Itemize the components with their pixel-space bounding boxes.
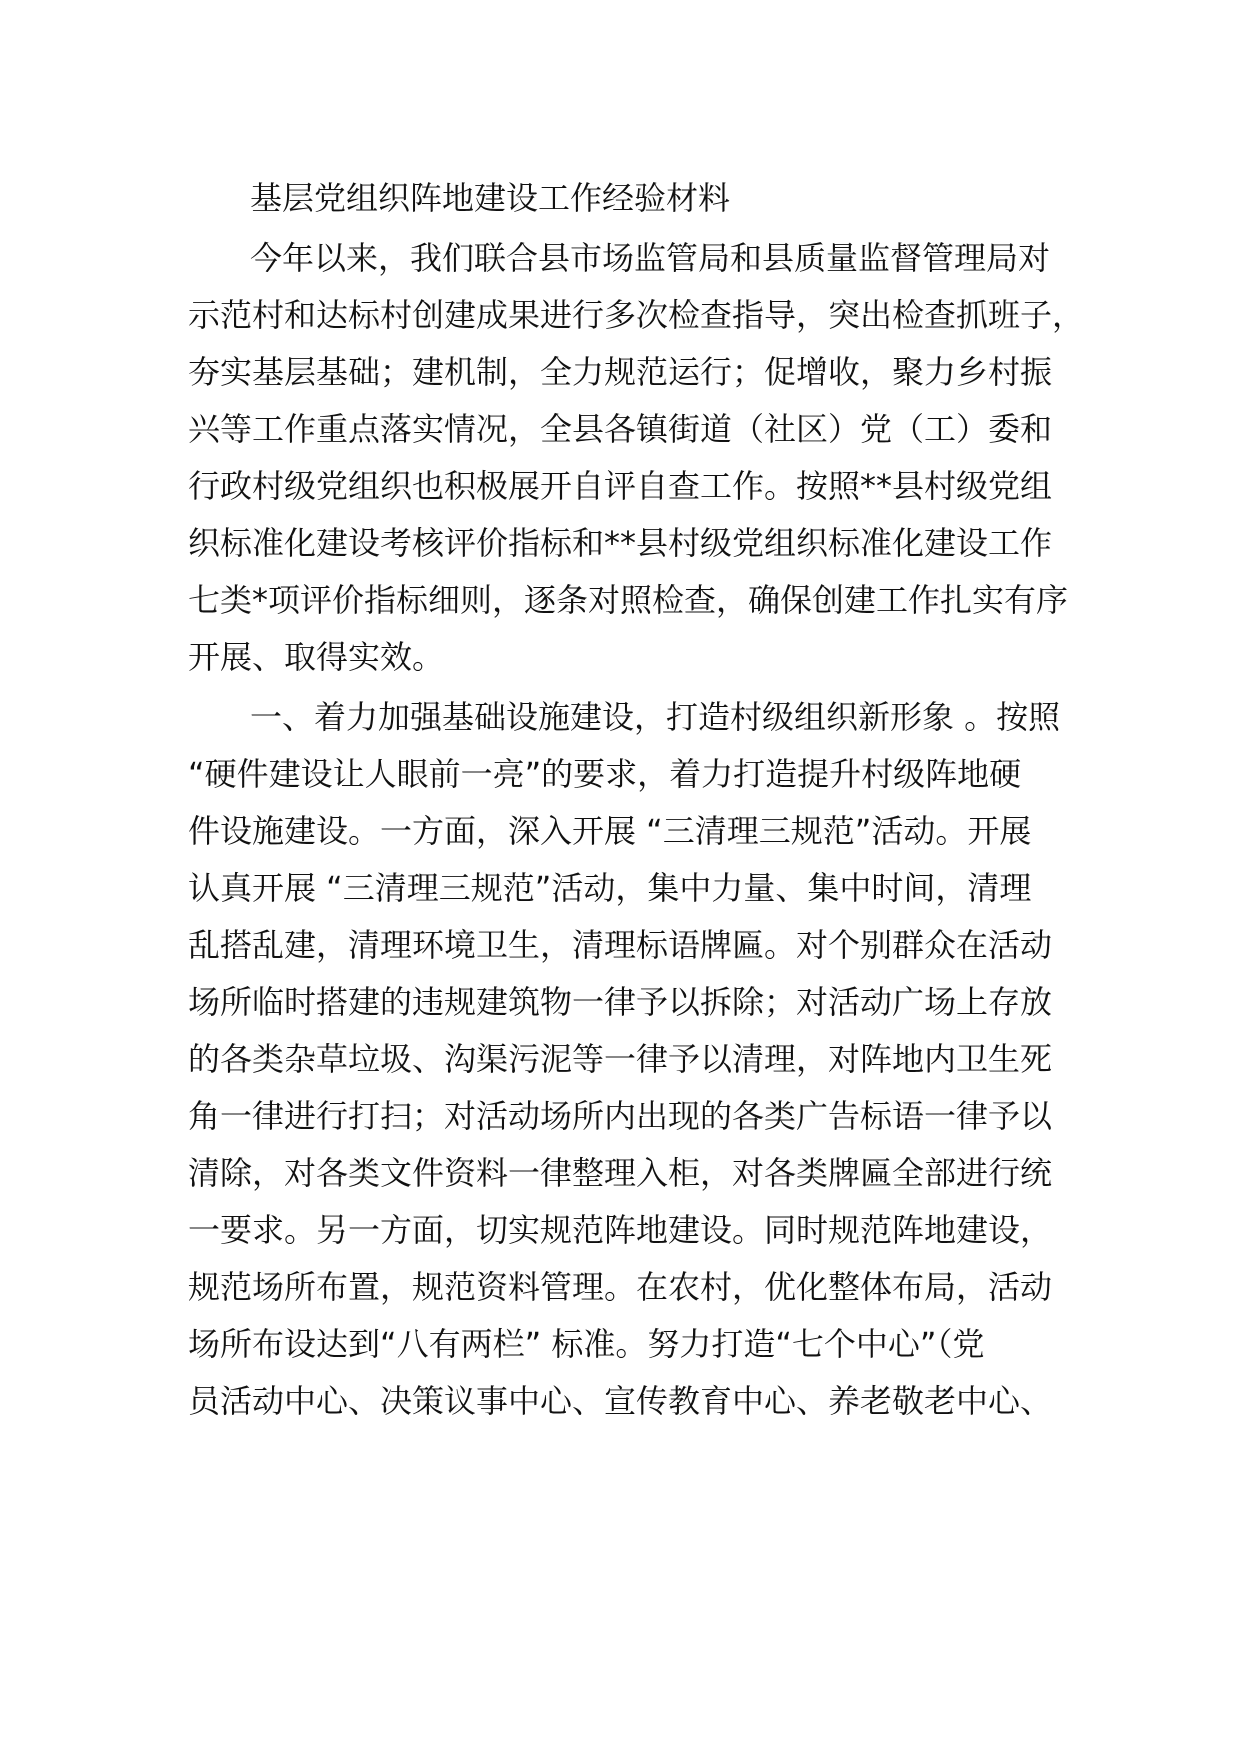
paragraph-1-line-7: 七类*项评价指标细则，逐条对照检查，确保创建工作扎实有序 bbox=[188, 581, 1069, 619]
paragraph-2-line-12: 场所布设达到“八有两栏” 标准。努力打造“七个中心”（党 bbox=[188, 1325, 985, 1363]
paragraph-1-line-3: 夯实基层基础；建机制，全力规范运行；促增收，聚力乡村振 bbox=[188, 353, 1053, 391]
paragraph-1-line-4: 兴等工作重点落实情况，全县各镇街道（社区）党（工）委和 bbox=[188, 410, 1053, 448]
paragraph-2-line-13: 员活动中心、决策议事中心、宣传教育中心、养老敬老中心、 bbox=[188, 1382, 1053, 1420]
paragraph-2-line-5: 乱搭乱建，清理环境卫生，清理标语牌匾。对个别群众在活动 bbox=[188, 926, 1053, 964]
paragraph-1-line-8: 开展、取得实效。 bbox=[188, 638, 445, 676]
paragraph-2-line-3: 件设施建设。一方面，深入开展 “三清理三规范”活动。开展 bbox=[188, 812, 1032, 850]
paragraph-1-line-6: 织标准化建设考核评价指标和**县村级党组织标准化建设工作 bbox=[188, 524, 1053, 562]
paragraph-2-line-8: 角一律进行打扫；对活动场所内出现的各类广告标语一律予以 bbox=[188, 1097, 1053, 1135]
paragraph-1-line-1: 今年以来，我们联合县市场监管局和县质量监督管理局对 bbox=[250, 239, 1051, 277]
paragraph-2-line-2: “硬件建设让人眼前一亮”的要求，着力打造提升村级阵地硬 bbox=[188, 755, 1022, 793]
paragraph-2-line-4: 认真开展 “三清理三规范”活动，集中力量、集中时间，清理 bbox=[188, 869, 1032, 907]
paragraph-2-line-6: 场所临时搭建的违规建筑物一律予以拆除；对活动广场上存放 bbox=[188, 983, 1053, 1021]
paragraph-2-line-9: 清除，对各类文件资料一律整理入柜，对各类牌匾全部进行统 bbox=[188, 1154, 1053, 1192]
paragraph-2-line-11: 规范场所布置，规范资料管理。在农村，优化整体布局，活动 bbox=[188, 1268, 1053, 1306]
paragraph-1-line-5: 行政村级党组织也积极展开自评自查工作。按照**县村级党组 bbox=[188, 467, 1053, 505]
document-title: 基层党组织阵地建设工作经验材料 bbox=[250, 179, 731, 217]
paragraph-1-line-2: 示范村和达标村创建成果进行多次检查指导，突出检查抓班子， bbox=[188, 296, 1085, 334]
paragraph-2-line-1: 一、着力加强基础设施建设，打造村级组织新形象 。按照 bbox=[250, 698, 1061, 736]
paragraph-2-line-10: 一要求。另一方面，切实规范阵地建设。同时规范阵地建设， bbox=[188, 1211, 1053, 1249]
paragraph-2-line-7: 的各类杂草垃圾、沟渠污泥等一律予以清理，对阵地内卫生死 bbox=[188, 1040, 1053, 1078]
